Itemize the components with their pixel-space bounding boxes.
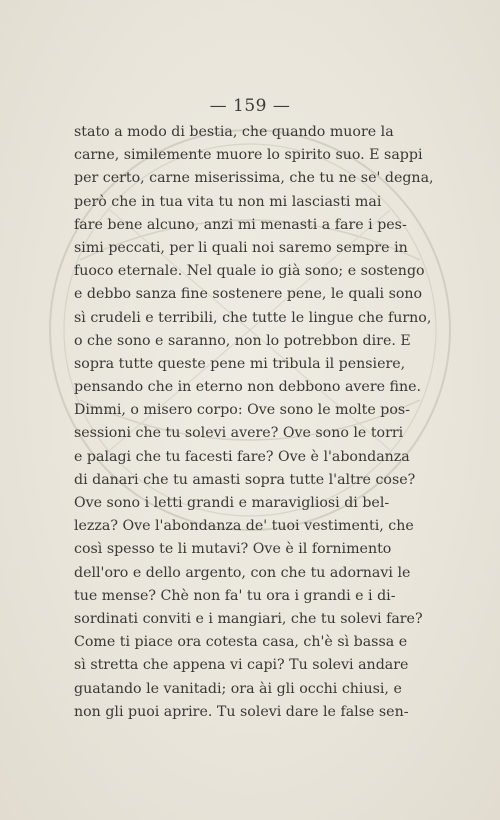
body-text <box>74 121 434 724</box>
text-line: per certo, carne miserissima, che tu ne se' degna, <box>74 170 434 187</box>
text-line: guatando le vanitadi; ora ài gli occhi chiusi, e <box>74 680 402 697</box>
text-line: lezza? Ove l'abondanza de' tuoi vestimenti, che <box>74 518 414 535</box>
text-line: così spesso te li mutavi? Ove è il fornimento <box>74 541 392 558</box>
text-line: Come ti piace ora cotesta casa, ch'è sì bassa e <box>74 634 408 651</box>
text-line: carne, similemente muore lo spirito suo. E sappi <box>74 147 423 164</box>
text-line: Dimmi, o misero corpo: Ove sono le molte pos- <box>74 402 410 419</box>
text-line: tue mense? Chè non fa' tu ora i grandi e i di- <box>74 587 396 604</box>
text-line: di danari che tu amasti sopra tutte l'altre cose? <box>74 471 416 488</box>
text-line: simi peccati, per li quali noi saremo sempre in <box>74 239 408 256</box>
text-line: e debbo sanza fine sostenere pene, le quali sono <box>74 286 423 303</box>
page-number: — 159 — <box>209 96 291 116</box>
text-line: non gli puoi aprire. Tu solevi dare le false sen- <box>74 703 409 720</box>
text-line: sopra tutte queste pene mi tribula il pensiere, <box>74 355 406 372</box>
text-line: o che sono e saranno, non lo potrebbon dire. E <box>74 332 411 349</box>
text-line: però che in tua vita tu non mi lasciasti mai <box>74 193 382 210</box>
text-line: e palagi che tu facesti fare? Ove è l'abondanza <box>74 448 410 465</box>
text-line: pensando che in eterno non debbono avere fine. <box>74 379 422 396</box>
text-line: sordinati conviti e i mangiari, che tu solevi fare? <box>74 610 423 627</box>
text-line: sì crudeli e terribili, che tutte le lingue che furno, <box>74 309 432 326</box>
text-line: Ove sono i letti grandi e maravigliosi di bel- <box>74 495 390 511</box>
text-line: dell'oro e dello argento, con che tu adornavi le <box>74 564 411 581</box>
text-line: fare bene alcuno, anzi mi menasti a fare i pes- <box>74 216 407 233</box>
text-line: sì stretta che appena vi capi? Tu solevi andare <box>74 657 409 674</box>
text-line: sessioni che tu solevi avere? Ove sono le torri <box>74 425 404 442</box>
text-line: stato a modo di bestia, che quando muore la <box>74 124 394 140</box>
text-line: fuoco eternale. Nel quale io già sono; e sostengo <box>74 263 425 280</box>
